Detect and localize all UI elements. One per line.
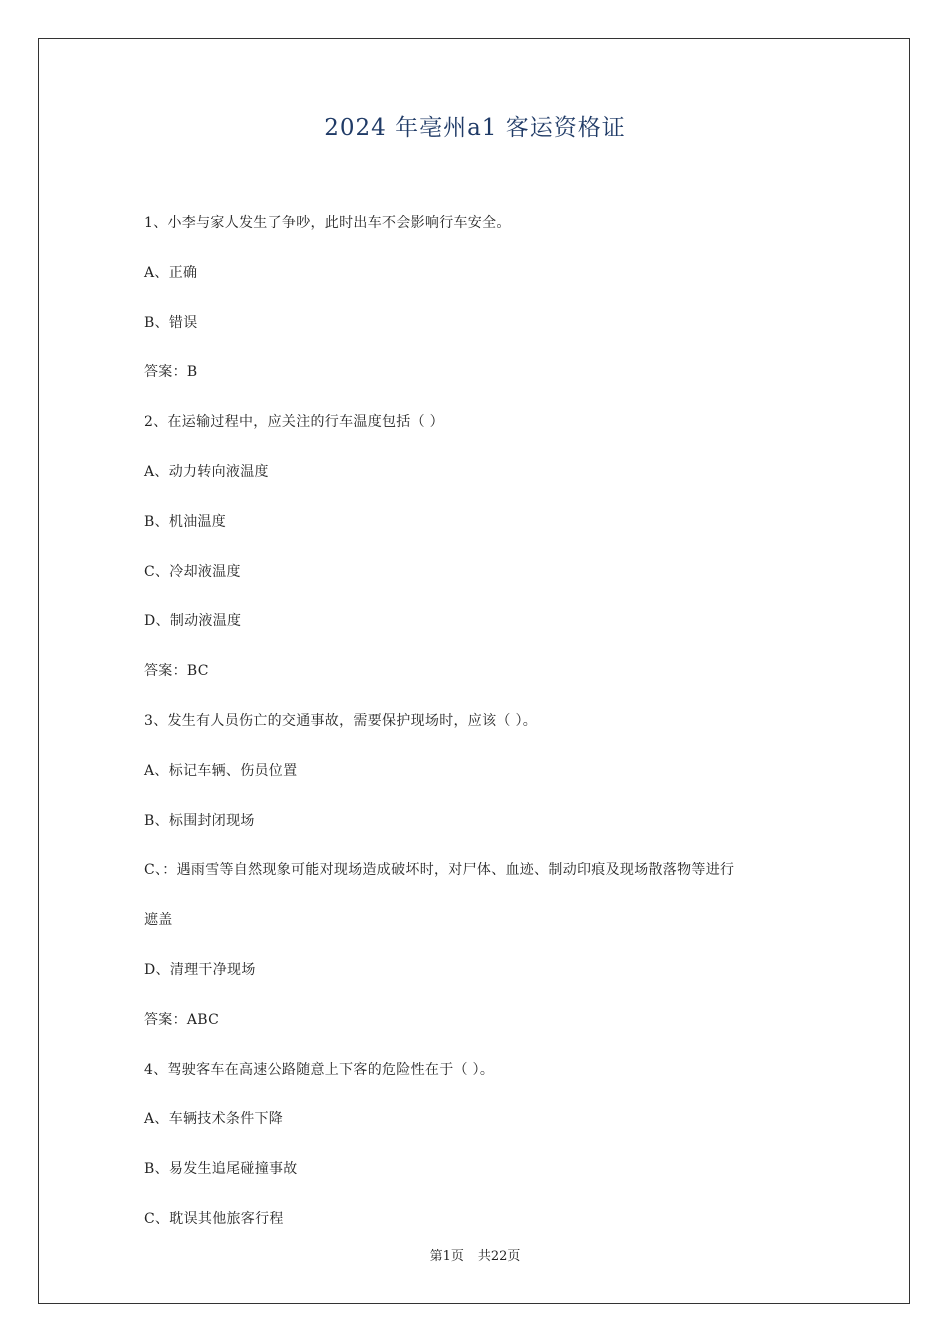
question-2-option-b: B、机油温度: [144, 513, 227, 530]
document-title: 2024 年亳州a1 客运资格证: [324, 115, 626, 141]
question-3-option-d: D、清理干净现场: [144, 961, 256, 978]
question-2-text: 2、在运输过程中，应关注的行车温度包括（ ）: [144, 414, 444, 431]
question-1-option-a: A、正确: [144, 264, 198, 281]
question-1-option-b: B、错误: [144, 314, 198, 331]
page-total: 共22页: [477, 1249, 521, 1264]
question-4-option-b: B、易发生追尾碰撞事故: [144, 1161, 298, 1178]
question-2-option-a: A、动力转向液温度: [144, 463, 269, 480]
question-2-option-d: D、制动液温度: [144, 613, 242, 630]
question-1-text: 1、小李与家人发生了争吵，此时出车不会影响行车安全。: [144, 215, 511, 231]
page-number: 第1页: [429, 1249, 464, 1264]
question-4-option-a: A、车辆技术条件下降: [144, 1111, 284, 1128]
question-3-option-c: C、：遇雨雪等自然现象可能对现场造成破坏时，对尸体、血迹、制动印痕及现场散落物等进行: [144, 862, 735, 879]
question-3-text: 3、发生有人员伤亡的交通事故，需要保护现场时，应该（ ）。: [144, 712, 538, 729]
question-3-option-b: B、标围封闭现场: [144, 812, 255, 829]
question-4-text: 4、驾驶客车在高速公路随意上下客的危险性在于（ ）。: [144, 1061, 495, 1078]
question-3-option-a: A、标记车辆、伤员位置: [144, 762, 298, 779]
question-4-option-c: C、耽误其他旅客行程: [144, 1210, 284, 1227]
question-3-option-c-continued: 遮盖: [144, 912, 173, 929]
question-2-answer: 答案：BC: [144, 663, 209, 680]
question-3-answer: 答案：ABC: [144, 1011, 220, 1028]
page-footer: [0, 1248, 950, 1266]
question-1-answer: 答案：B: [144, 364, 198, 381]
question-2-option-c: C、冷却液温度: [144, 563, 241, 580]
document-body: [144, 199, 824, 1245]
